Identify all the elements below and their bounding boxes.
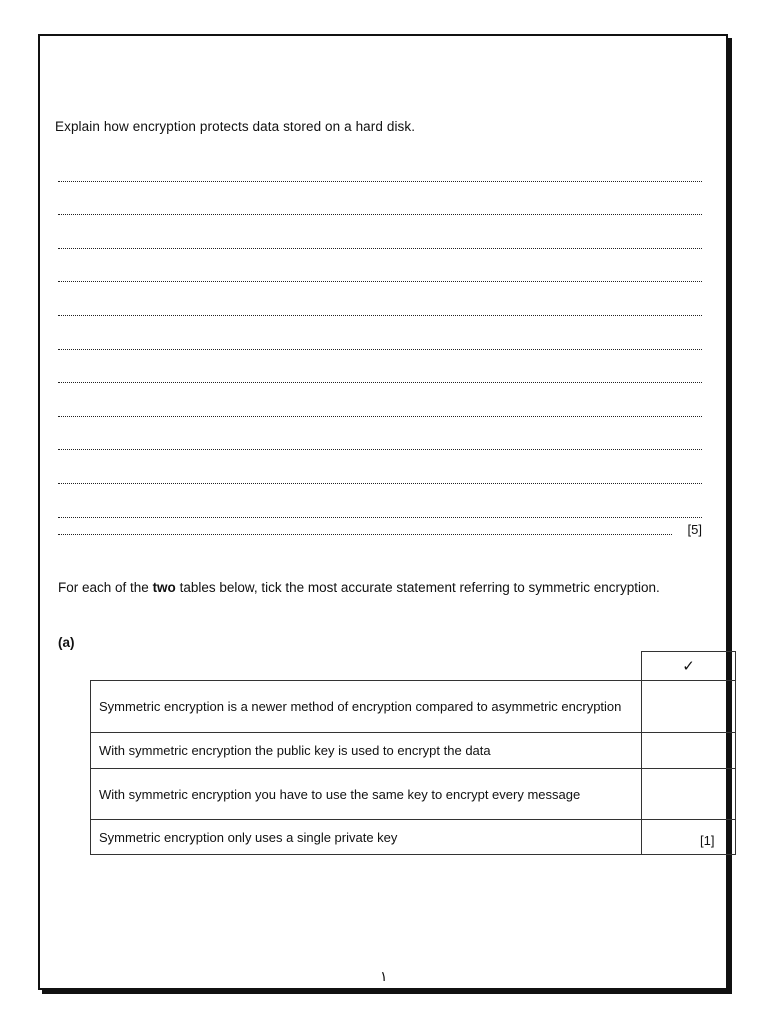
answer-line[interactable]	[58, 350, 702, 384]
question-2-marks: [1]	[700, 833, 715, 848]
question-2-text-bold: two	[152, 580, 176, 595]
page-number: ١	[380, 968, 388, 984]
statement-1: Symmetric encryption is a newer method of encryption compared to asymmetric encryption	[91, 681, 642, 733]
answer-lines[interactable]	[58, 148, 702, 518]
statement-table	[90, 651, 736, 855]
question-1-text: Explain how encryption protects data stored on a hard disk.	[55, 119, 416, 134]
answer-line[interactable]	[58, 417, 702, 451]
answer-line[interactable]	[58, 182, 702, 216]
table-row	[91, 769, 736, 820]
answer-line[interactable]	[58, 249, 702, 283]
part-a-label: (a)	[58, 635, 75, 650]
tick-box-3[interactable]	[642, 769, 736, 820]
statement-4: Symmetric encryption only uses a single private key	[91, 820, 642, 855]
question-2-text-before: For each of the	[58, 580, 153, 595]
answer-line-final[interactable]	[58, 517, 702, 537]
statement-3: With symmetric encryption you have to use the same key to encrypt every message	[91, 769, 642, 820]
answer-line[interactable]	[58, 316, 702, 350]
table-row	[91, 733, 736, 769]
answer-line[interactable]	[58, 383, 702, 417]
tick-box-4[interactable]	[642, 820, 736, 855]
question-1-marks: [5]	[687, 522, 702, 537]
tick-box-2[interactable]	[642, 733, 736, 769]
tick-header: ✓	[642, 652, 736, 681]
answer-line[interactable]	[58, 282, 702, 316]
question-2-text	[58, 579, 720, 596]
table-row	[91, 681, 736, 733]
answer-line-dots[interactable]	[58, 534, 672, 535]
table-row	[91, 820, 736, 855]
answer-line[interactable]	[58, 215, 702, 249]
answer-line[interactable]	[58, 148, 702, 182]
answer-line[interactable]	[58, 484, 702, 518]
tick-box-1[interactable]	[642, 681, 736, 733]
question-2-text-after: tables below, tick the most accurate statement referring to symmetric encryption.	[175, 580, 660, 595]
answer-line[interactable]	[58, 450, 702, 484]
statement-2: With symmetric encryption the public key is used to encrypt the data	[91, 733, 642, 769]
table-header-blank	[91, 652, 642, 681]
table-header-row	[91, 652, 736, 681]
